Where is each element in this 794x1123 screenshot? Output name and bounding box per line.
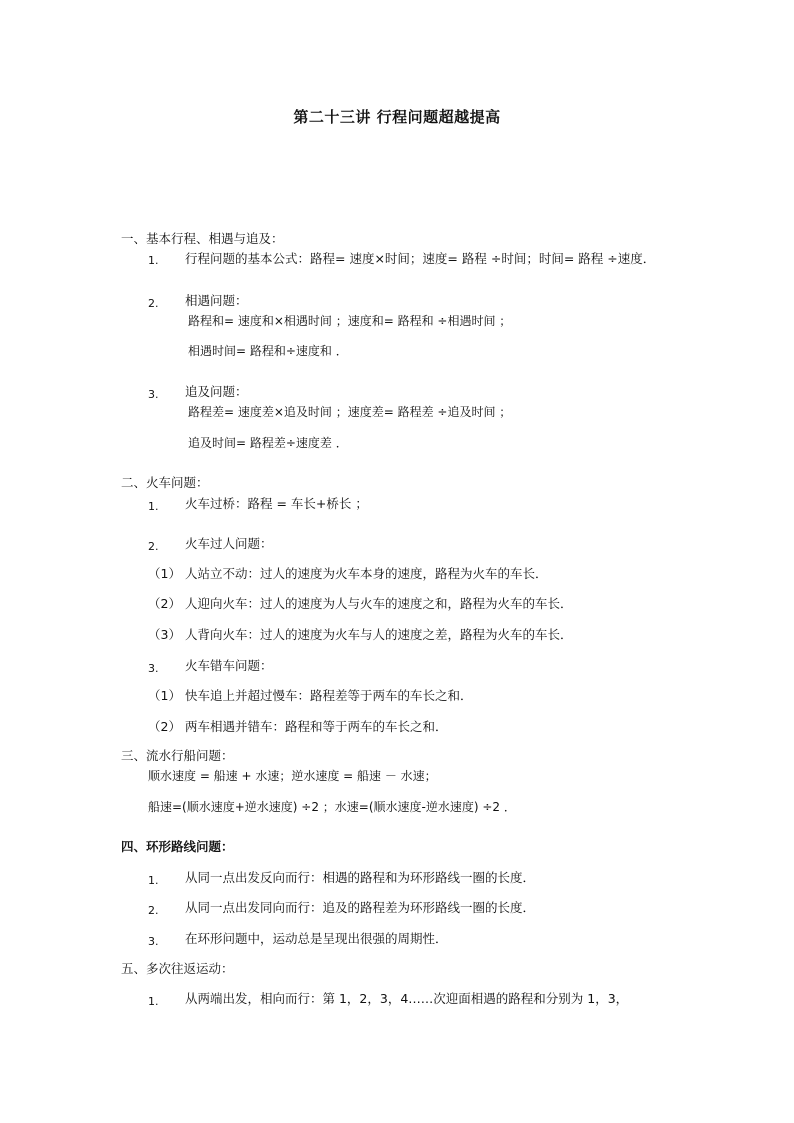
sub-item-mark: （1） (148, 688, 181, 703)
chase-formula-line: 追及时间= 路程差÷速度差 ． (188, 436, 348, 450)
sub-item-text: 快车追上并超过慢车：路程差等于两车的车长之和． (185, 688, 473, 703)
item-number: 1. (148, 500, 159, 513)
train-bridge-text: 火车过桥：路程 = 车长+桥长 ； (185, 496, 368, 511)
sub-item-mark: （2） (148, 596, 181, 611)
sub-item-mark: （3） (148, 627, 181, 642)
section-heading-2: 二、火车问题： (121, 475, 209, 490)
item-number: 2. (148, 297, 159, 310)
section-heading-3: 三、流水行船问题： (121, 748, 234, 763)
sub-item-text: 人站立不动：过人的速度为火车本身的速度，路程为火车的车长． (185, 566, 548, 581)
chase-formula-line: 路程差= 速度差×追及时间 ；速度差= 路程差 ÷追及时间 ； (188, 405, 512, 419)
item-number: 2. (148, 904, 159, 917)
item-number: 3. (148, 662, 159, 675)
section-heading-1: 一、基本行程、相遇与追及： (121, 231, 284, 246)
section-heading-4: 四、环形路线问题： (121, 839, 234, 854)
sub-item-text: 人迎向火车：过人的速度为人与火车的速度之和，路程为火车的车长． (185, 596, 573, 611)
stream-formula-line: 顺水速度 = 船速 + 水速；逆水速度 = 船速 － 水速； (148, 769, 437, 783)
item-number: 3. (148, 935, 159, 948)
section-heading-5: 五、多次往返运动： (121, 961, 234, 976)
meeting-problem-label: 相遇问题： (185, 293, 248, 308)
page-title: 第二十三讲 行程问题超越提高 (293, 108, 501, 126)
sub-item-text: 两车相遇并错车：路程和等于两车的车长之和． (185, 719, 448, 734)
train-cross-label: 火车错车问题： (185, 658, 273, 673)
meeting-formula-line: 相遇时间= 路程和÷速度和 ． (188, 344, 348, 358)
item-number: 1. (148, 254, 159, 267)
basic-formula-text: 行程问题的基本公式：路程= 速度×时间；速度= 路程 ÷时间；时间= 路程 ÷速度． (185, 251, 656, 266)
item-number: 1. (148, 874, 159, 887)
meeting-formula-line: 路程和= 速度和×相遇时间 ；速度和= 路程和 ÷相遇时间 ； (188, 314, 512, 328)
sub-item-mark: （1） (148, 566, 181, 581)
item-number: 3. (148, 388, 159, 401)
loop-item-text: 在环形问题中，运动总是呈现出很强的周期性． (185, 931, 448, 946)
round-trip-item-text: 从两端出发，相向而行：第 1，2，3，4……次迎面相遇的路程和分别为 1，3， (185, 991, 629, 1006)
loop-item-text: 从同一点出发反向而行：相遇的路程和为环形路线一圈的长度． (185, 870, 536, 885)
item-number: 1. (148, 995, 159, 1008)
sub-item-mark: （2） (148, 719, 181, 734)
sub-item-text: 人背向火车：过人的速度为火车与人的速度之差，路程为火车的车长． (185, 627, 573, 642)
item-number: 2. (148, 540, 159, 553)
chase-problem-label: 追及问题： (185, 384, 248, 399)
train-person-label: 火车过人问题： (185, 536, 273, 551)
stream-formula-line: 船速=(顺水速度+逆水速度) ÷2 ；水速=(顺水速度-逆水速度) ÷2 ． (148, 800, 516, 814)
loop-item-text: 从同一点出发同向而行：追及的路程差为环形路线一圈的长度． (185, 900, 536, 915)
